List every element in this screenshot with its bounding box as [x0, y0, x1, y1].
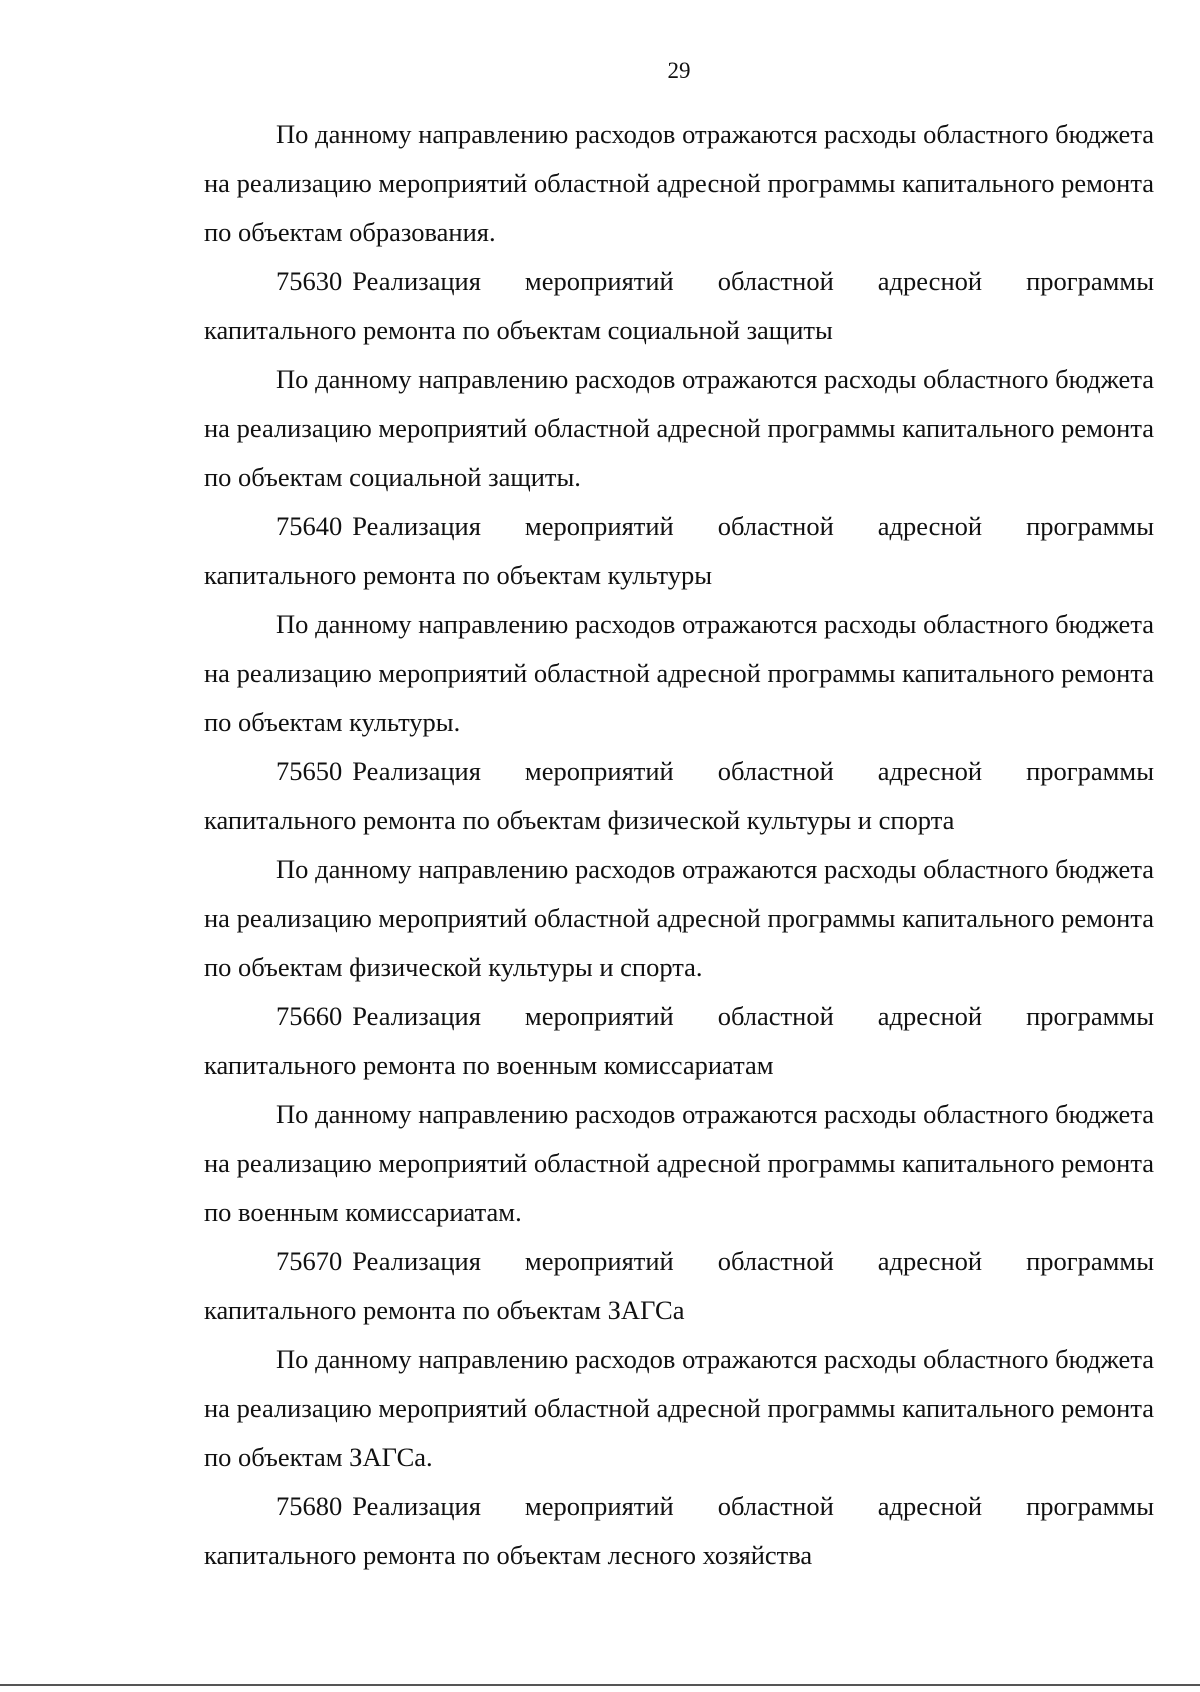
paragraph-heading: [204, 257, 1154, 355]
paragraph-description: По данному направлению расходов отражаются расходы областного бюджета на реализацию мероприятий областной адресной программы капитального ремонта по объектам образования.: [204, 119, 1154, 247]
document-body: [204, 110, 1154, 1580]
paragraph-heading: [204, 1482, 1154, 1580]
heading-text: Реализация мероприятий областной адресной программы капитального ремонта по военным комиссариатам: [204, 1001, 1154, 1080]
heading-text: Реализация мероприятий областной адресной программы капитального ремонта по объектам социальной защиты: [204, 266, 1154, 345]
heading-text: Реализация мероприятий областной адресной программы капитального ремонта по объектам культуры: [204, 511, 1154, 590]
expense-code: 75680: [276, 1491, 343, 1521]
page-number: 29: [667, 58, 691, 83]
paragraph-description: По данному направлению расходов отражаются расходы областного бюджета на реализацию мероприятий областной адресной программы капитального ремонта по объектам культуры.: [204, 609, 1154, 737]
expense-code: 75670: [276, 1246, 343, 1276]
paragraph-description: По данному направлению расходов отражаются расходы областного бюджета на реализацию мероприятий областной адресной программы капитального ремонта по объектам ЗАГСа.: [204, 1344, 1154, 1472]
paragraph-description: По данному направлению расходов отражаются расходы областного бюджета на реализацию мероприятий областной адресной программы капитального ремонта по объектам физической культуры и спорта.: [204, 854, 1154, 982]
paragraph-heading: [204, 747, 1154, 845]
paragraph-description: По данному направлению расходов отражаются расходы областного бюджета на реализацию мероприятий областной адресной программы капитального ремонта по объектам социальной защиты.: [204, 364, 1154, 492]
paragraph-heading: [204, 992, 1154, 1090]
page-bottom-edge: [0, 1684, 1200, 1686]
paragraph-heading: [204, 1237, 1154, 1335]
heading-text: Реализация мероприятий областной адресной программы капитального ремонта по объектам лесного хозяйства: [204, 1491, 1154, 1570]
heading-text: Реализация мероприятий областной адресной программы капитального ремонта по объектам ЗАГСа: [204, 1246, 1154, 1325]
expense-code: 75660: [276, 1001, 343, 1031]
expense-code: 75640: [276, 511, 343, 541]
paragraph-description: По данному направлению расходов отражаются расходы областного бюджета на реализацию мероприятий областной адресной программы капитального ремонта по военным комиссариатам.: [204, 1099, 1154, 1227]
expense-code: 75650: [276, 756, 343, 786]
heading-text: Реализация мероприятий областной адресной программы капитального ремонта по объектам физической культуры и спорта: [204, 756, 1154, 835]
paragraph-heading: [204, 502, 1154, 600]
expense-code: 75630: [276, 266, 343, 296]
